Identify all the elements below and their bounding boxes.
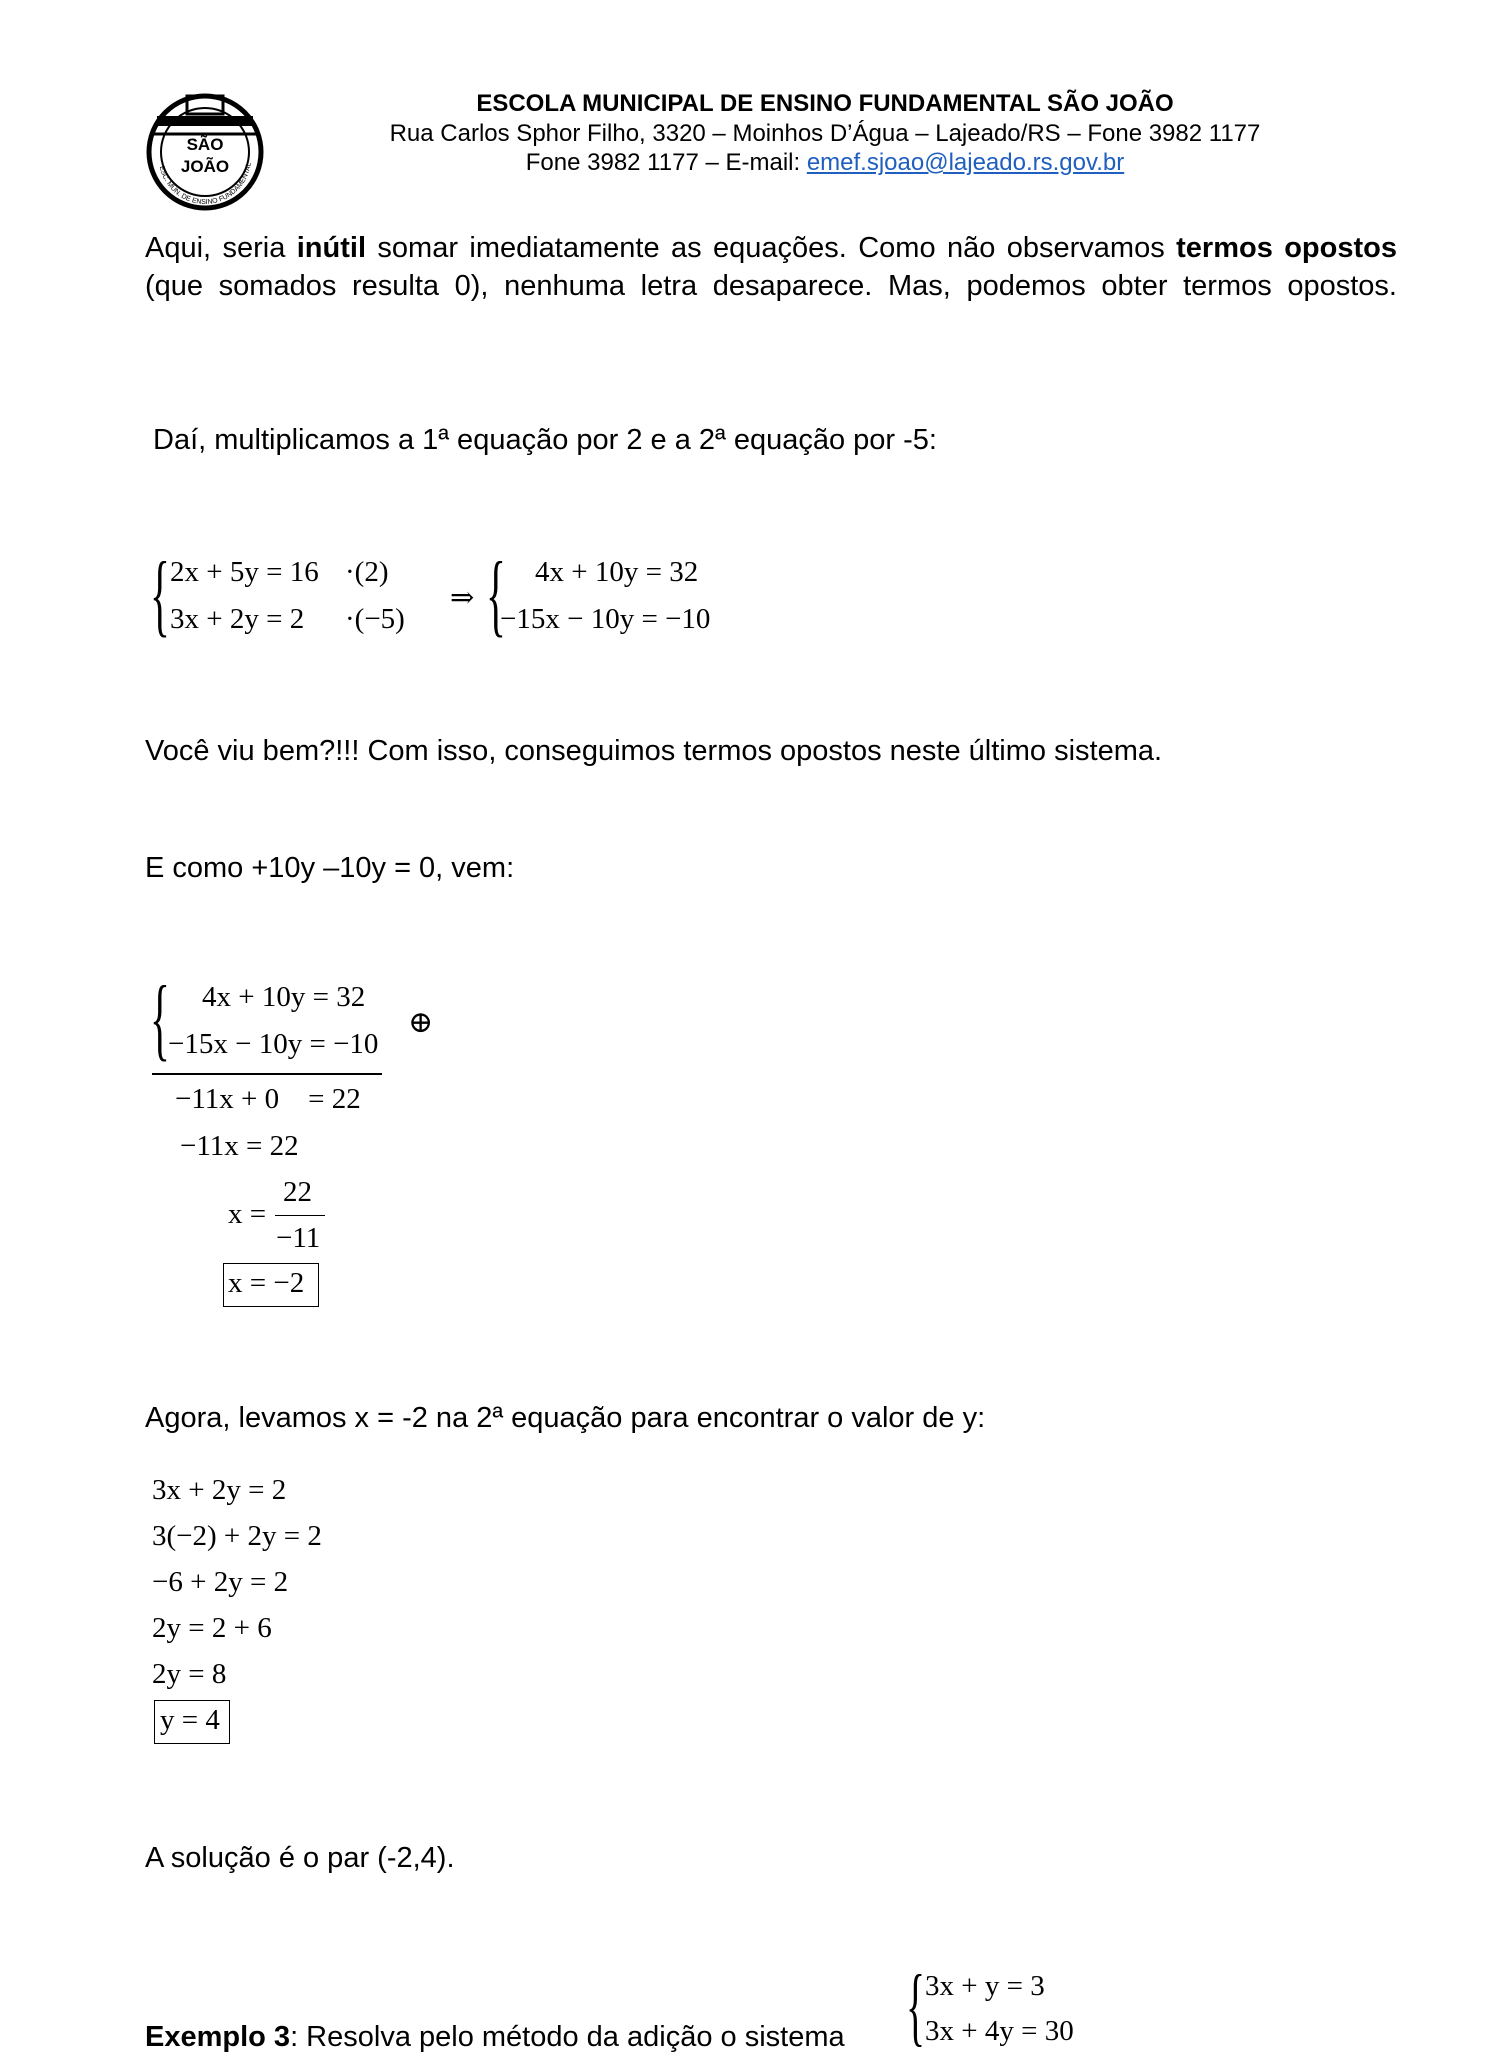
system1-eq1: 2x + 5y = 16 [170, 556, 319, 588]
x-result: x = −2 [228, 1267, 305, 1299]
system1-right-brace: { [486, 543, 506, 645]
system1-res2: −15x − 10y = −10 [500, 603, 711, 635]
example3-brace: { [906, 1958, 926, 2055]
y-result: y = 4 [160, 1704, 220, 1736]
system1-eq2: 3x + 2y = 2 [170, 603, 305, 635]
subst-line3: −6 + 2y = 2 [152, 1566, 289, 1598]
sum-r2: −11x = 22 [180, 1130, 299, 1162]
subst-line5: 2y = 8 [152, 1658, 227, 1690]
school-name: ESCOLA MUNICIPAL DE ENSINO FUNDAMENTAL SÃO JOÃO [476, 90, 1174, 117]
solution-text: A solução é o par (-2,4). [145, 1842, 455, 1874]
school-address: Rua Carlos Sphor Filho, 3320 – Moinhos D’Água – Lajeado/RS – Fone 3982 1177 [389, 120, 1261, 147]
logo-text-top: SÃO [186, 135, 224, 154]
sum-r1: −11x + 0 = 22 [175, 1083, 361, 1115]
sum-eq1: 4x + 10y = 32 [202, 981, 366, 1013]
plus-circle-symbol: ⊕ [408, 1006, 434, 1039]
step2-text: Você viu bem?!!! Com isso, conseguimos termos opostos neste último sistema. [145, 735, 1163, 767]
logo-ring-text: ESC. MUN. DE ENSINO FUNDAMENTAL [157, 162, 253, 207]
subst-line1: 3x + 2y = 2 [152, 1474, 287, 1506]
email-link[interactable]: emef.sjoao@lajeado.rs.gov.br [806, 149, 1125, 176]
subst-line4: 2y = 2 + 6 [152, 1612, 272, 1644]
fraction-bar [275, 1215, 325, 1216]
system1-eq1-factor: ·(2) [345, 556, 389, 588]
step1-text: Daí, multiplicamos a 1ª equação por 2 e a 2ª equação por -5: [153, 424, 937, 456]
step4-text: Agora, levamos x = -2 na 2ª equação para encontrar o valor de y: [145, 1402, 986, 1434]
sum-rule [152, 1073, 382, 1075]
system1-left-brace: { [150, 543, 170, 645]
system1-res1: 4x + 10y = 32 [535, 556, 699, 588]
intro-paragraph: Aqui, seria inútil somar imediatamente as equações. Como não observamos termos opostos (que somados resulta 0), nenhuma letra desaparece. Mas, podemos obter termos opostos. [145, 232, 1397, 302]
sum-brace: { [150, 967, 170, 1069]
school-contact [300, 149, 1350, 177]
example3-eq1: 3x + y = 3 [925, 1970, 1045, 2002]
subst-line2: 3(−2) + 2y = 2 [152, 1520, 322, 1552]
x-equals: x = [228, 1198, 267, 1230]
implies-symbol: ⇒ [450, 582, 475, 614]
sum-eq2: −15x − 10y = −10 [168, 1028, 379, 1060]
step3-text: E como +10y –10y = 0, vem: [145, 852, 515, 884]
example3-label: Exemplo 3 [145, 2021, 291, 2053]
example3-eq2: 3x + 4y = 30 [925, 2015, 1074, 2047]
school-logo [143, 88, 268, 213]
system1-eq2-factor: ·(−5) [345, 603, 405, 635]
logo-text-bottom: JOÃO [180, 157, 230, 176]
example3-text: Exemplo 3: Resolva pelo método da adição o sistema [145, 2021, 845, 2053]
contact-prefix: Fone 3982 1177 – E-mail: [525, 149, 807, 176]
fraction-numerator: 22 [283, 1176, 312, 1208]
fraction-denominator: −11 [276, 1222, 321, 1254]
